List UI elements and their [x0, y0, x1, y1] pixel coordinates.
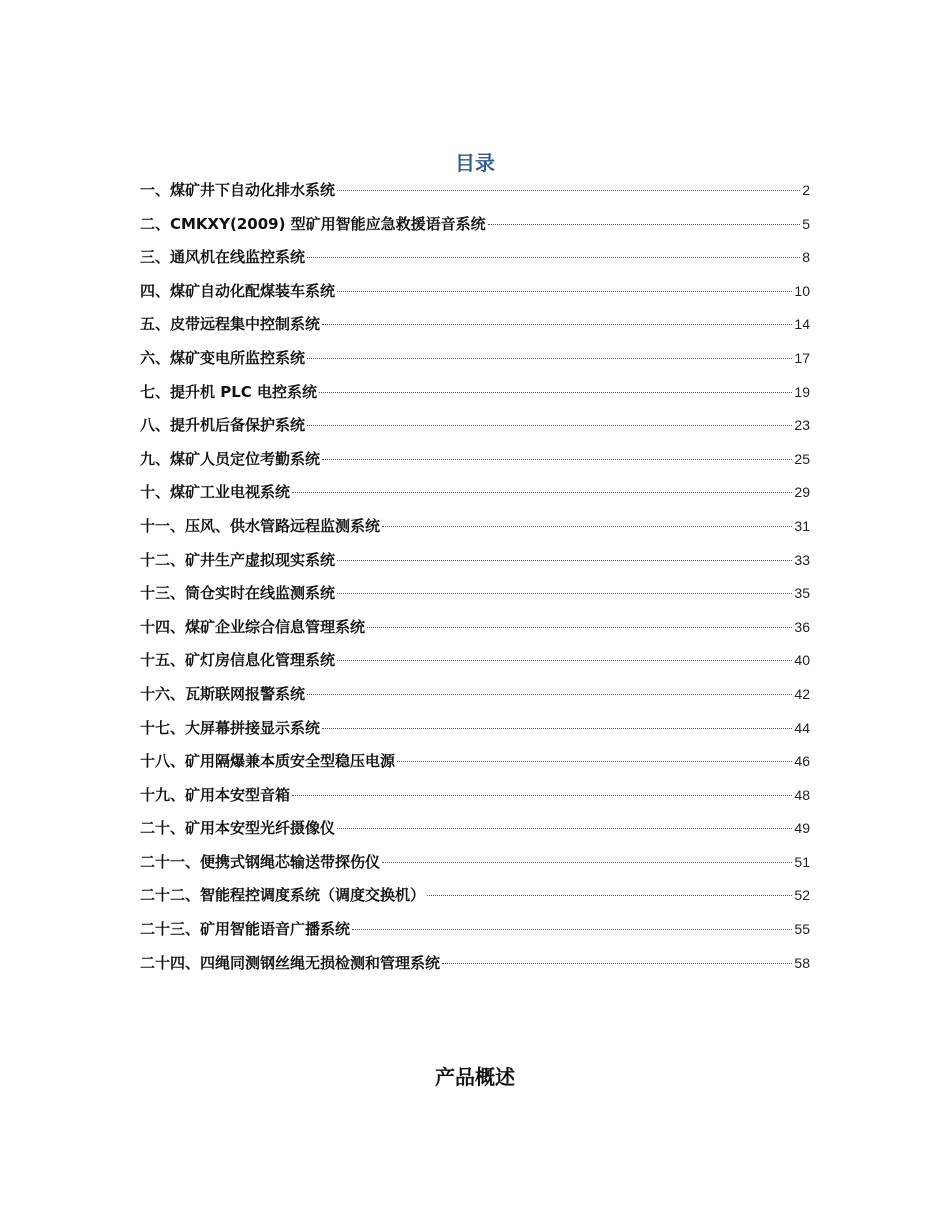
toc-dot-leader	[337, 291, 792, 292]
toc-dot-leader	[322, 459, 792, 460]
toc-page-number: 58	[794, 954, 810, 971]
toc-dot-leader	[367, 627, 792, 628]
toc-entry-label: 二十二、智能程控调度系统（调度交换机）	[140, 886, 426, 905]
toc-entry[interactable]	[140, 916, 810, 950]
toc-page-number: 2	[802, 182, 810, 198]
toc-entry-label: 二十三、矿用智能语音广播系统	[140, 920, 351, 939]
toc-page-number: 48	[794, 786, 810, 803]
toc-entry-label: 二、CMKXY(2009) 型矿用智能应急救援语音系统	[140, 214, 486, 233]
toc-page-number: 19	[794, 383, 810, 400]
toc-entry-label: 十二、矿井生产虚拟现实系统	[140, 550, 336, 569]
toc-dot-leader	[292, 492, 792, 493]
toc-page-number: 10	[794, 282, 810, 299]
toc-dot-leader	[307, 425, 792, 426]
toc-entry-label: 二十一、便携式钢绳芯输送带探伤仪	[140, 852, 381, 871]
toc-entry-label: 六、煤矿变电所监控系统	[140, 348, 306, 367]
toc-page-number: 36	[794, 618, 810, 635]
toc-entry-label: 十四、煤矿企业综合信息管理系统	[140, 617, 366, 636]
toc-entry[interactable]	[140, 412, 810, 446]
toc-entry-label: 二十、矿用本安型光纤摄像仪	[140, 819, 336, 838]
toc-entry-label: 十八、矿用隔爆兼本质安全型稳压电源	[140, 752, 396, 771]
toc-dot-leader	[488, 224, 801, 225]
toc-dot-leader	[337, 560, 792, 561]
toc-dot-leader	[382, 526, 792, 527]
toc-page-number: 44	[794, 719, 810, 736]
toc-entry[interactable]	[140, 614, 810, 648]
toc-entry[interactable]	[140, 278, 810, 312]
toc-list	[140, 177, 810, 983]
toc-title: 目录	[455, 151, 495, 175]
toc-page-number: 31	[794, 517, 810, 534]
toc-page-number: 29	[794, 484, 810, 501]
toc-page-number: 51	[794, 853, 810, 870]
toc-entry-label: 十五、矿灯房信息化管理系统	[140, 651, 336, 670]
toc-entry[interactable]	[140, 177, 810, 211]
toc-dot-leader	[397, 761, 792, 762]
toc-entry[interactable]	[140, 681, 810, 715]
toc-entry-label: 十六、瓦斯联网报警系统	[140, 684, 306, 703]
toc-page-number: 33	[794, 551, 810, 568]
toc-page-number: 17	[794, 349, 810, 366]
toc-dot-leader	[352, 929, 792, 930]
toc-entry[interactable]	[140, 345, 810, 379]
toc-entry[interactable]	[140, 479, 810, 513]
toc-entry-label: 七、提升机 PLC 电控系统	[140, 382, 318, 401]
toc-dot-leader	[319, 392, 792, 393]
toc-entry[interactable]	[140, 748, 810, 782]
toc-entry[interactable]	[140, 715, 810, 749]
toc-entry-label: 九、煤矿人员定位考勤系统	[140, 449, 321, 468]
toc-dot-leader	[337, 660, 792, 661]
toc-page-number: 42	[794, 685, 810, 702]
toc-entry[interactable]	[140, 815, 810, 849]
toc-dot-leader	[322, 728, 792, 729]
toc-entry[interactable]	[140, 547, 810, 581]
toc-dot-leader	[442, 963, 792, 964]
toc-dot-leader	[307, 257, 800, 258]
toc-page-number: 35	[794, 585, 810, 602]
toc-page-number: 49	[794, 820, 810, 837]
toc-entry[interactable]	[140, 882, 810, 916]
toc-entry[interactable]	[140, 244, 810, 278]
toc-dot-leader	[322, 324, 792, 325]
toc-entry[interactable]	[140, 379, 810, 413]
toc-entry-label: 五、皮带远程集中控制系统	[140, 315, 321, 334]
toc-entry[interactable]	[140, 647, 810, 681]
toc-entry[interactable]	[140, 513, 810, 547]
toc-entry-label: 十三、筒仓实时在线监测系统	[140, 584, 336, 603]
toc-entry[interactable]	[140, 446, 810, 480]
toc-page-number: 5	[802, 215, 810, 232]
toc-dot-leader	[307, 694, 792, 695]
section-heading: 产品概述	[435, 1065, 515, 1089]
toc-dot-leader	[292, 795, 792, 796]
toc-entry-label: 十、煤矿工业电视系统	[140, 483, 291, 502]
toc-entry-label: 一、煤矿井下自动化排水系统	[140, 181, 336, 199]
toc-dot-leader	[337, 828, 792, 829]
toc-page-number: 40	[794, 652, 810, 669]
toc-entry-label: 十七、大屏幕拼接显示系统	[140, 718, 321, 737]
toc-dot-leader	[427, 895, 792, 896]
toc-entry[interactable]	[140, 782, 810, 816]
toc-entry-label: 四、煤矿自动化配煤装车系统	[140, 281, 336, 300]
toc-page-number: 46	[794, 753, 810, 770]
toc-dot-leader	[382, 862, 792, 863]
toc-dot-leader	[337, 190, 800, 191]
toc-page-number: 23	[794, 417, 810, 434]
toc-entry-label: 十九、矿用本安型音箱	[140, 785, 291, 804]
toc-dot-leader	[337, 593, 792, 594]
toc-entry-label: 十一、压风、供水管路远程监测系统	[140, 516, 381, 535]
toc-entry-label: 八、提升机后备保护系统	[140, 416, 306, 435]
toc-entry[interactable]	[140, 849, 810, 883]
toc-page-number: 8	[802, 249, 810, 266]
toc-entry-label: 二十四、四绳同测钢丝绳无损检测和管理系统	[140, 953, 441, 972]
toc-dot-leader	[307, 358, 792, 359]
toc-entry[interactable]	[140, 311, 810, 345]
toc-entry-label: 三、通风机在线监控系统	[140, 248, 306, 267]
toc-page-number: 52	[794, 887, 810, 904]
toc-page-number: 25	[794, 450, 810, 467]
toc-page-number: 55	[794, 921, 810, 938]
toc-entry[interactable]	[140, 580, 810, 614]
toc-entry[interactable]	[140, 950, 810, 984]
toc-entry[interactable]	[140, 211, 810, 245]
toc-page-number: 14	[794, 316, 810, 333]
